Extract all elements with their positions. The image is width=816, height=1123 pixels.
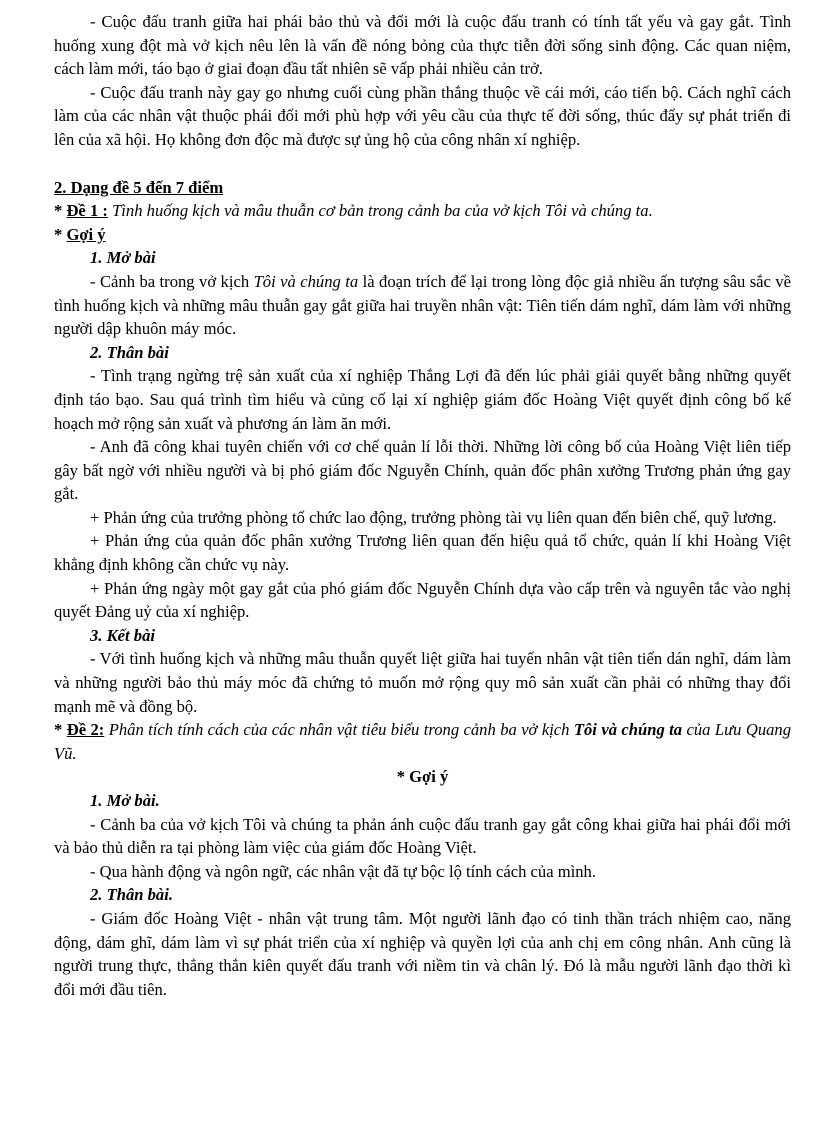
document-page [54, 10, 791, 1001]
subheading: 1. Mở bài. [90, 791, 160, 810]
paragraph: - Cuộc đấu tranh này gay go nhưng cuối cùng phần thắng thuộc về cái mới, cáo tiến bộ. Cách nghĩ cách làm của các nhân vật thuộc phái đổi mới phù hợp với yêu cầu của thực tế đời sống, thúc đẩy sự phát triển đi lên của xã hội. Họ không đơn độc mà được sự ủng hộ của công nhân xí nghiệp. [54, 82, 791, 149]
work-title: Tôi và chúng ta [573, 720, 683, 740]
paragraph: - Qua hành động và ngôn ngữ, các nhân vật đã tự bộc lộ tính cách của mình. [90, 861, 596, 881]
work-title: Tôi và chúng ta [253, 271, 359, 291]
hint-label: Gợi ý [66, 224, 106, 244]
hint-heading-centered: * Gợi ý [396, 767, 449, 787]
paragraph: - Tình trạng ngừng trệ sản xuất của xí nghiệp Thắng Lợi đã đến lúc phải giải quyết bằng những quyết định táo bạo. Sau quá trình tìm hiểu và củng cố lại xí nghiệp giám đốc Hoàng Việt quyết định công bố kế hoạch mở rộng sản xuất và phương án làm ăn mới. [54, 366, 791, 433]
paragraph [54, 270, 791, 341]
paragraph: - Giám đốc Hoàng Việt - nhân vật trung tâm. Một người lãnh đạo có tinh thần trách nhiệm cao, năng động, dám ghĩ, dám làm vì sự phát triển của xí nghiệp và quyền lợi của anh chị em công nhân. Anh cũng là người trung thực, thẳng thắn kiên quyết đấu tranh với niềm tin và chân lý. Đó là mẫu người lãnh đạo thời kì đổi mới đầu tiên. [54, 908, 791, 999]
subheading: 1. Mở bài [90, 248, 156, 268]
question-2 [54, 718, 791, 765]
question-text: Phân tích tính cách của các nhân vật tiêu biểu trong cảnh ba vở kịch [104, 720, 574, 740]
section-title [54, 176, 791, 200]
bullet: * [54, 201, 67, 221]
subheading: 3. Kết bài [90, 625, 155, 645]
paragraph: - Với tình huống kịch và những mâu thuẫn quyết liệt giữa hai tuyến nhân vật tiên tiến dán nghĩ, dám làm và những người bảo thủ máy móc đã chứng tỏ muốn mở rộng quy mô sản xuất cần phải có những thay đổi mạnh mẽ và đồng bộ. [54, 649, 791, 716]
question-text: Tình huống kịch và mâu thuẫn cơ bản trong cảnh ba của vở kịch Tôi và chúng ta. [107, 201, 653, 221]
bullet: * [54, 720, 67, 740]
section-title-text: 2. Dạng đề 5 đến 7 điểm [54, 177, 224, 197]
spacer [54, 152, 791, 176]
question-1 [54, 199, 791, 223]
question-label: Đề 2: [66, 720, 105, 740]
hint-heading [54, 223, 791, 247]
paragraph: - Anh đã công khai tuyên chiến với cơ chế quản lí lỗi thời. Những lời công bố của Hoàng Việt liên tiếp gây bất ngờ với nhiều người và bị phó giám đốc Nguyễn Chính, quản đốc phân xưởng Trương phản ứng gay gắt. [54, 437, 791, 504]
paragraph: + Phản ứng của trưởng phòng tổ chức lao động, trưởng phòng tài vụ liên quan đến biên chế, quỹ lương. [90, 507, 777, 527]
paragraph: - Cuộc đấu tranh giữa hai phái bảo thủ và đổi mới là cuộc đấu tranh có tính tất yếu và gay gắt. Tình huống xung đột mà vở kịch nêu lên là vấn đề nóng bỏng của thực tiễn đời sống sinh động. Các quan niệm, cách làm mới, táo bạo ở giai đoạn đầu tất nhiên sẽ vấp phải nhiều cản trở. [54, 12, 791, 79]
subheading: 2. Thân bài. [90, 885, 173, 905]
bullet: * [54, 224, 67, 244]
paragraph: + Phản ứng ngày một gay gắt của phó giám đốc Nguyễn Chính dựa vào cấp trên và nguyên tắc vào nghị quyết Đảng uỷ của xí nghiệp. [54, 578, 791, 622]
question-label: Đề 1 : [66, 201, 108, 221]
text-span: - Cảnh ba trong vở kịch [90, 271, 254, 291]
question-text-end: của Lưu Quang Vũ. [54, 720, 792, 763]
text-span: là đoạn trích để lại trong lòng độc giả nhiều ấn tượng sâu sắc về tình huống kịch và những mâu thuẫn gay gắt giữa hai truyền nhân vật: Tiên tiến dám nghĩ, dám làm với những người dập khuôn máy móc. [54, 271, 792, 339]
paragraph: + Phản ứng của quản đốc phân xưởng Trương liên quan đến hiệu quả tổ chức, quản lí khi Hoàng Việt khẳng định không cần chức vụ này. [54, 531, 791, 575]
paragraph: - Cảnh ba của vở kịch Tôi và chúng ta phản ánh cuộc đấu tranh gay gắt công khai giữa hai phái đổi mới và bảo thủ diễn ra tại phòng làm việc của giám đốc Hoàng Việt. [54, 814, 791, 858]
subheading: 2. Thân bài [90, 342, 169, 362]
